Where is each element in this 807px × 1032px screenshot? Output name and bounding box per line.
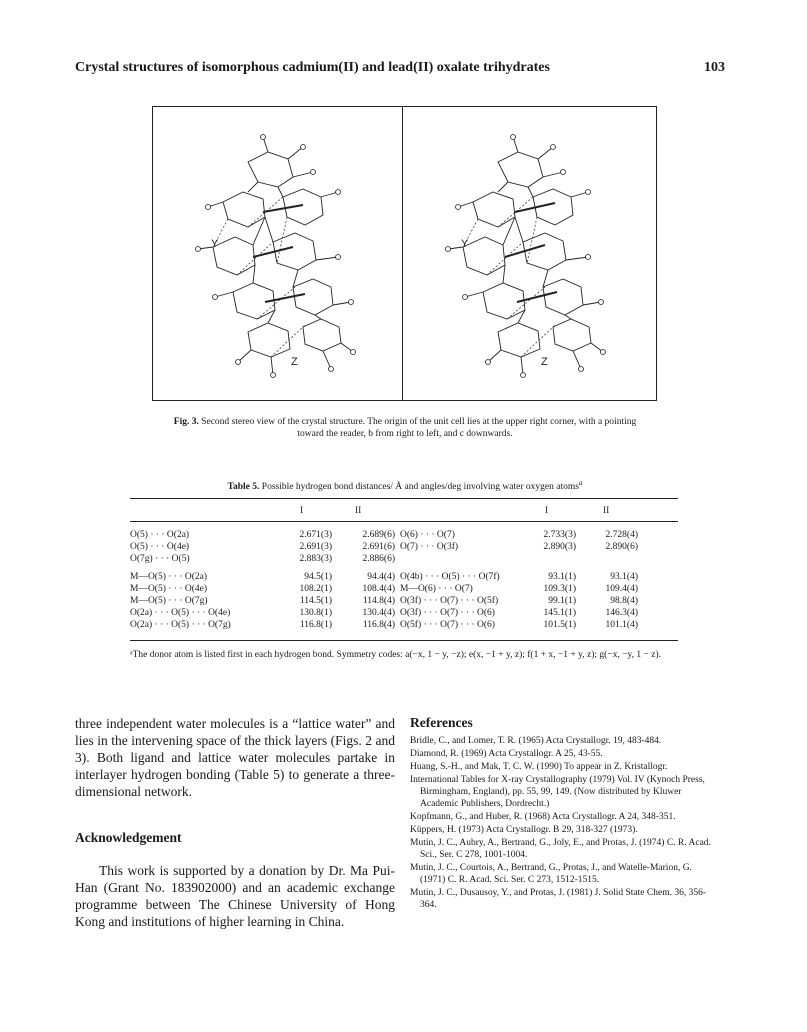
table-cell-value: 2.691(3) bbox=[299, 542, 332, 552]
reference-item: Küppers, H. (1973) Acta Crystallogr. B 29, 318-327 (1973). bbox=[410, 825, 638, 835]
table-top-rule bbox=[130, 498, 678, 499]
table-cell-value: 2.733(3) bbox=[543, 530, 576, 540]
stereo-view-right bbox=[403, 107, 657, 400]
table-cell-label: M—O(5) · · · O(4e) bbox=[130, 584, 208, 594]
references-heading: References bbox=[410, 715, 473, 730]
figure-caption-label: Fig. 3. bbox=[173, 417, 199, 427]
right-axis-z-label: Z bbox=[541, 356, 548, 368]
reference-item: Mutin, J. C., Dusausoy, Y., and Protas, J. (1981) J. Solid State Chem. 36, 356-364. bbox=[410, 888, 706, 910]
ack-paragraph: This work is supported by a donation by Dr. Ma Pui-Han (Grant No. 183902000) and an academic exchange programme between The Chinese University of Hong Kong and institutions of higher learning in China. bbox=[75, 863, 395, 929]
table-cell-value: 130.4(4) bbox=[362, 608, 395, 618]
table-cell-label: O(5f) · · · O(7) · · · O(6) bbox=[400, 620, 495, 630]
table-title-sup: a bbox=[578, 479, 583, 487]
table-cell-label: O(3f) · · · O(7) · · · O(5f) bbox=[400, 596, 499, 606]
table-footnote: ᵃThe donor atom is listed first in each hydrogen bond. Symmetry codes: a(−x, 1 − y, −z); e(x, −1 + y, z); f(1 + x, −1 + y, z); g(−x, −y, 1 − z). bbox=[130, 650, 662, 660]
table-cell-label: O(7g) · · · O(5) bbox=[130, 554, 190, 564]
ack-heading: Acknowledgement bbox=[75, 830, 182, 845]
table-cell-label: O(3f) · · · O(7) · · · O(6) bbox=[400, 608, 495, 618]
table-cell-value: 130.8(1) bbox=[299, 608, 332, 618]
table-cell-value: 145.1(1) bbox=[543, 608, 576, 618]
figure-caption-text: Second stereo view of the crystal structure. The origin of the unit cell lies at the upper right corner, with a pointing toward the reader, b from right to left, and c downwards. bbox=[201, 417, 637, 439]
table-cell-value: 93.1(1) bbox=[548, 572, 576, 582]
figure-caption bbox=[165, 416, 645, 440]
table-cell-value: 94.4(4) bbox=[367, 572, 395, 582]
table-cell-label: O(2a) · · · O(5) · · · O(7g) bbox=[130, 620, 231, 630]
table-cell-value: 146.3(4) bbox=[605, 608, 638, 618]
table-cell-value: 109.4(4) bbox=[605, 584, 638, 594]
table-cell-value: 116.8(4) bbox=[362, 620, 395, 630]
stereo-figure bbox=[152, 106, 657, 401]
col-header-I-right: I bbox=[545, 506, 549, 516]
table-cell-value: 114.5(1) bbox=[299, 596, 332, 606]
table-cell-value: 116.8(1) bbox=[299, 620, 332, 630]
table-cell-value: 2.691(6) bbox=[362, 542, 395, 552]
running-title: Crystal structures of isomorphous cadmium(II) and lead(II) oxalate trihydrates bbox=[75, 60, 550, 75]
reference-item: International Tables for X-ray Crystallography (1979) Vol. IV (Kynoch Press, Birmingham, England), pp. 55, 99, 149. (Now distributed by Kluwer Academic Publishers, Dordrecht.) bbox=[410, 775, 705, 809]
table-cell-value: 2.728(4) bbox=[605, 530, 638, 540]
table-cell-value: 109.3(1) bbox=[543, 584, 576, 594]
table-cell-value: 98.8(4) bbox=[610, 596, 638, 606]
table-title-text: Possible hydrogen bond distances/ Å and angles/deg involving water oxygen atoms bbox=[261, 482, 579, 493]
stereo-view-left bbox=[153, 107, 402, 400]
reference-item: Mutin, J. C., Courtois, A., Bertrand, G., Protas, J., and Watelle-Marion, G. (1971) C. R. Acad. Sci. Ser. C 273, 1512-1515. bbox=[410, 863, 692, 885]
table-title bbox=[140, 479, 670, 492]
table-cell-label: O(7) · · · O(3f) bbox=[400, 542, 459, 552]
table-bottom-rule bbox=[130, 640, 678, 641]
reference-item: Bridle, C., and Lomer, T. R. (1965) Acta Crystallogr. 19, 483-484. bbox=[410, 736, 662, 746]
table-cell-value: 99.1(1) bbox=[548, 596, 576, 606]
table-cell-value: 108.4(4) bbox=[362, 584, 395, 594]
table-cell-value: 114.8(4) bbox=[362, 596, 395, 606]
table-cell-label: O(5) · · · O(4e) bbox=[130, 542, 190, 552]
table-cell-value: 2.890(3) bbox=[543, 542, 576, 552]
table-cell-value: 2.886(6) bbox=[362, 554, 395, 564]
table-header-rule bbox=[130, 521, 678, 522]
table-cell-label: M—O(6) · · · O(7) bbox=[400, 584, 473, 594]
right-axis-y-label: Y bbox=[461, 238, 469, 250]
left-axis-z-label: Z bbox=[291, 356, 298, 368]
reference-item: Huang, S.-H., and Mak, T. C. W. (1990) To appear in Z. Kristallogr. bbox=[410, 762, 668, 772]
col-header-I-left: I bbox=[300, 506, 304, 516]
table-cell-value: 93.1(4) bbox=[610, 572, 638, 582]
table-cell-value: 101.1(4) bbox=[605, 620, 638, 630]
references-list bbox=[410, 735, 715, 912]
reference-item: Diamond, R. (1969) Acta Crystallogr. A 25, 43-55. bbox=[410, 749, 603, 759]
table-cell-value: 2.883(3) bbox=[299, 554, 332, 564]
table-cell-label: M—O(5) · · · O(2a) bbox=[130, 572, 208, 582]
table-cell-value: 94.5(1) bbox=[304, 572, 332, 582]
table-cell-label: O(5) · · · O(2a) bbox=[130, 530, 190, 540]
col-header-II-left: II bbox=[355, 506, 362, 516]
body-paragraph: three independent water molecules is a “lattice water” and lies in the intervening space of the thick layers (Figs. 2 and 3). Both ligand and lattice water molecules partake in interlayer hydrogen bonding (Table 5) to generate a three-dimensional network. bbox=[75, 716, 395, 799]
table-cell-value: 2.671(3) bbox=[299, 530, 332, 540]
table-title-label: Table 5. bbox=[227, 482, 260, 493]
table-cell-label: M—O(5) · · · O(7g) bbox=[130, 596, 208, 606]
col-header-II-right: II bbox=[603, 506, 610, 516]
left-axis-y-label: Y bbox=[211, 238, 219, 250]
table-cell-value: 2.890(6) bbox=[605, 542, 638, 552]
reference-item: Mutin, J. C., Aubry, A., Bertrand, G., Joly, E., and Protas, J. (1974) C. R. Acad. Sci., Ser. C 278, 1001-1004. bbox=[410, 838, 711, 860]
reference-item: Kopfmann, G., and Huber, R. (1968) Acta Crystallogr. A 24, 348-351. bbox=[410, 812, 676, 822]
table-cell-label: O(4b) · · · O(5) · · · O(7f) bbox=[400, 572, 500, 582]
table-cell-label: O(2a) · · · O(5) · · · O(4e) bbox=[130, 608, 231, 618]
table-cell-value: 101.5(1) bbox=[543, 620, 576, 630]
table-cell-value: 2.689(6) bbox=[362, 530, 395, 540]
table-cell-label: O(6) · · · O(7) bbox=[400, 530, 455, 540]
page-number: 103 bbox=[704, 60, 725, 75]
table-cell-value: 108.2(1) bbox=[299, 584, 332, 594]
